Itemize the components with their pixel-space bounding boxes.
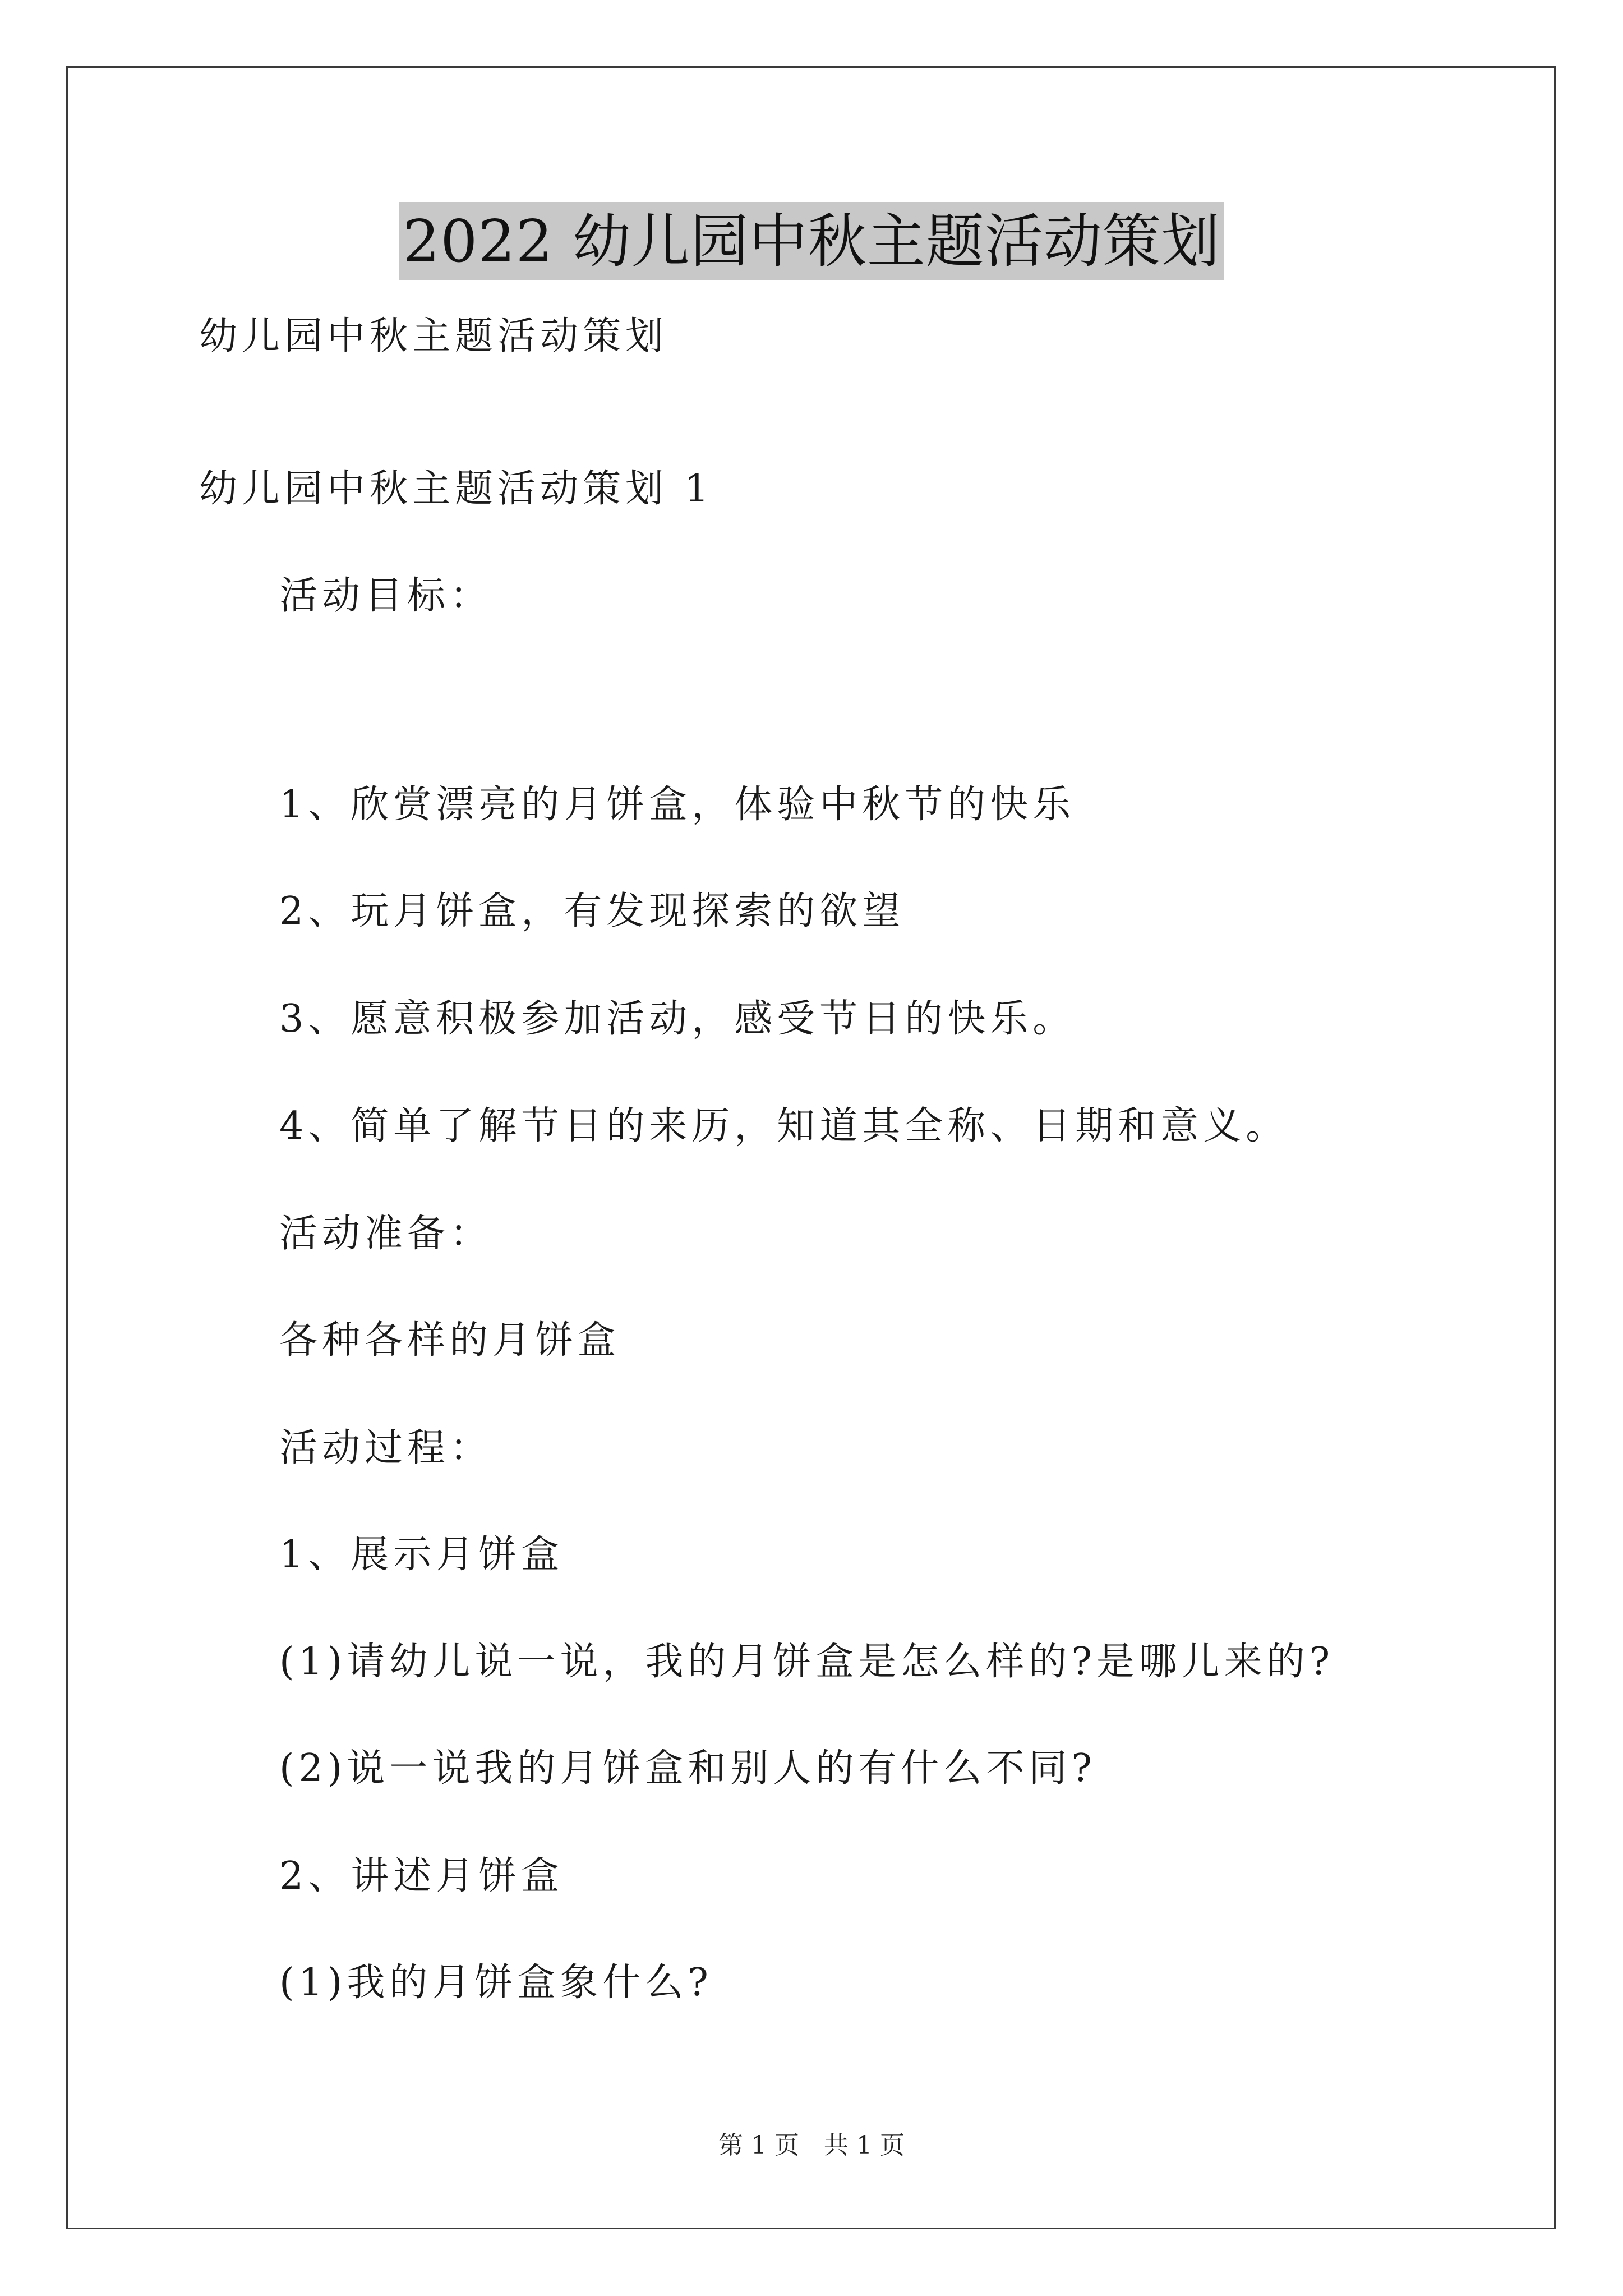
list-item: 1、展示月饼盒 bbox=[279, 1533, 564, 1577]
list-item: (2)说一说我的月饼盒和别人的有什么不同? bbox=[279, 1746, 1096, 1791]
paragraph-line: 幼儿园中秋主题活动策划 bbox=[199, 314, 668, 358]
list-item: (1)请幼儿说一说，我的月饼盒是怎么样的?是哪儿来的? bbox=[279, 1640, 1335, 1684]
document-title: 2022 幼儿园中秋主题活动策划 bbox=[399, 202, 1224, 280]
list-item: 4、简单了解节日的来历，知道其全称、日期和意义。 bbox=[279, 1104, 1289, 1148]
section-heading: 活动准备： bbox=[279, 1212, 493, 1256]
list-item: 2、讲述月饼盒 bbox=[279, 1854, 564, 1898]
section-heading: 活动过程： bbox=[279, 1426, 493, 1470]
list-item: 3、愿意积极参加活动，感受节日的快乐。 bbox=[279, 997, 1076, 1041]
list-item: (1)我的月饼盒象什么? bbox=[279, 1961, 713, 2005]
list-item: 1、欣赏漂亮的月饼盒，体验中秋节的快乐 bbox=[279, 783, 1076, 827]
section-heading: 活动目标： bbox=[279, 574, 493, 618]
list-item: 2、玩月饼盒，有发现探索的欲望 bbox=[279, 889, 905, 933]
paragraph-line: 幼儿园中秋主题活动策划 1 bbox=[199, 467, 713, 511]
paragraph-line: 各种各样的月饼盒 bbox=[279, 1318, 621, 1363]
title-container bbox=[0, 202, 1623, 280]
page-number: 第 1 页 共 1 页 bbox=[718, 2131, 905, 2160]
